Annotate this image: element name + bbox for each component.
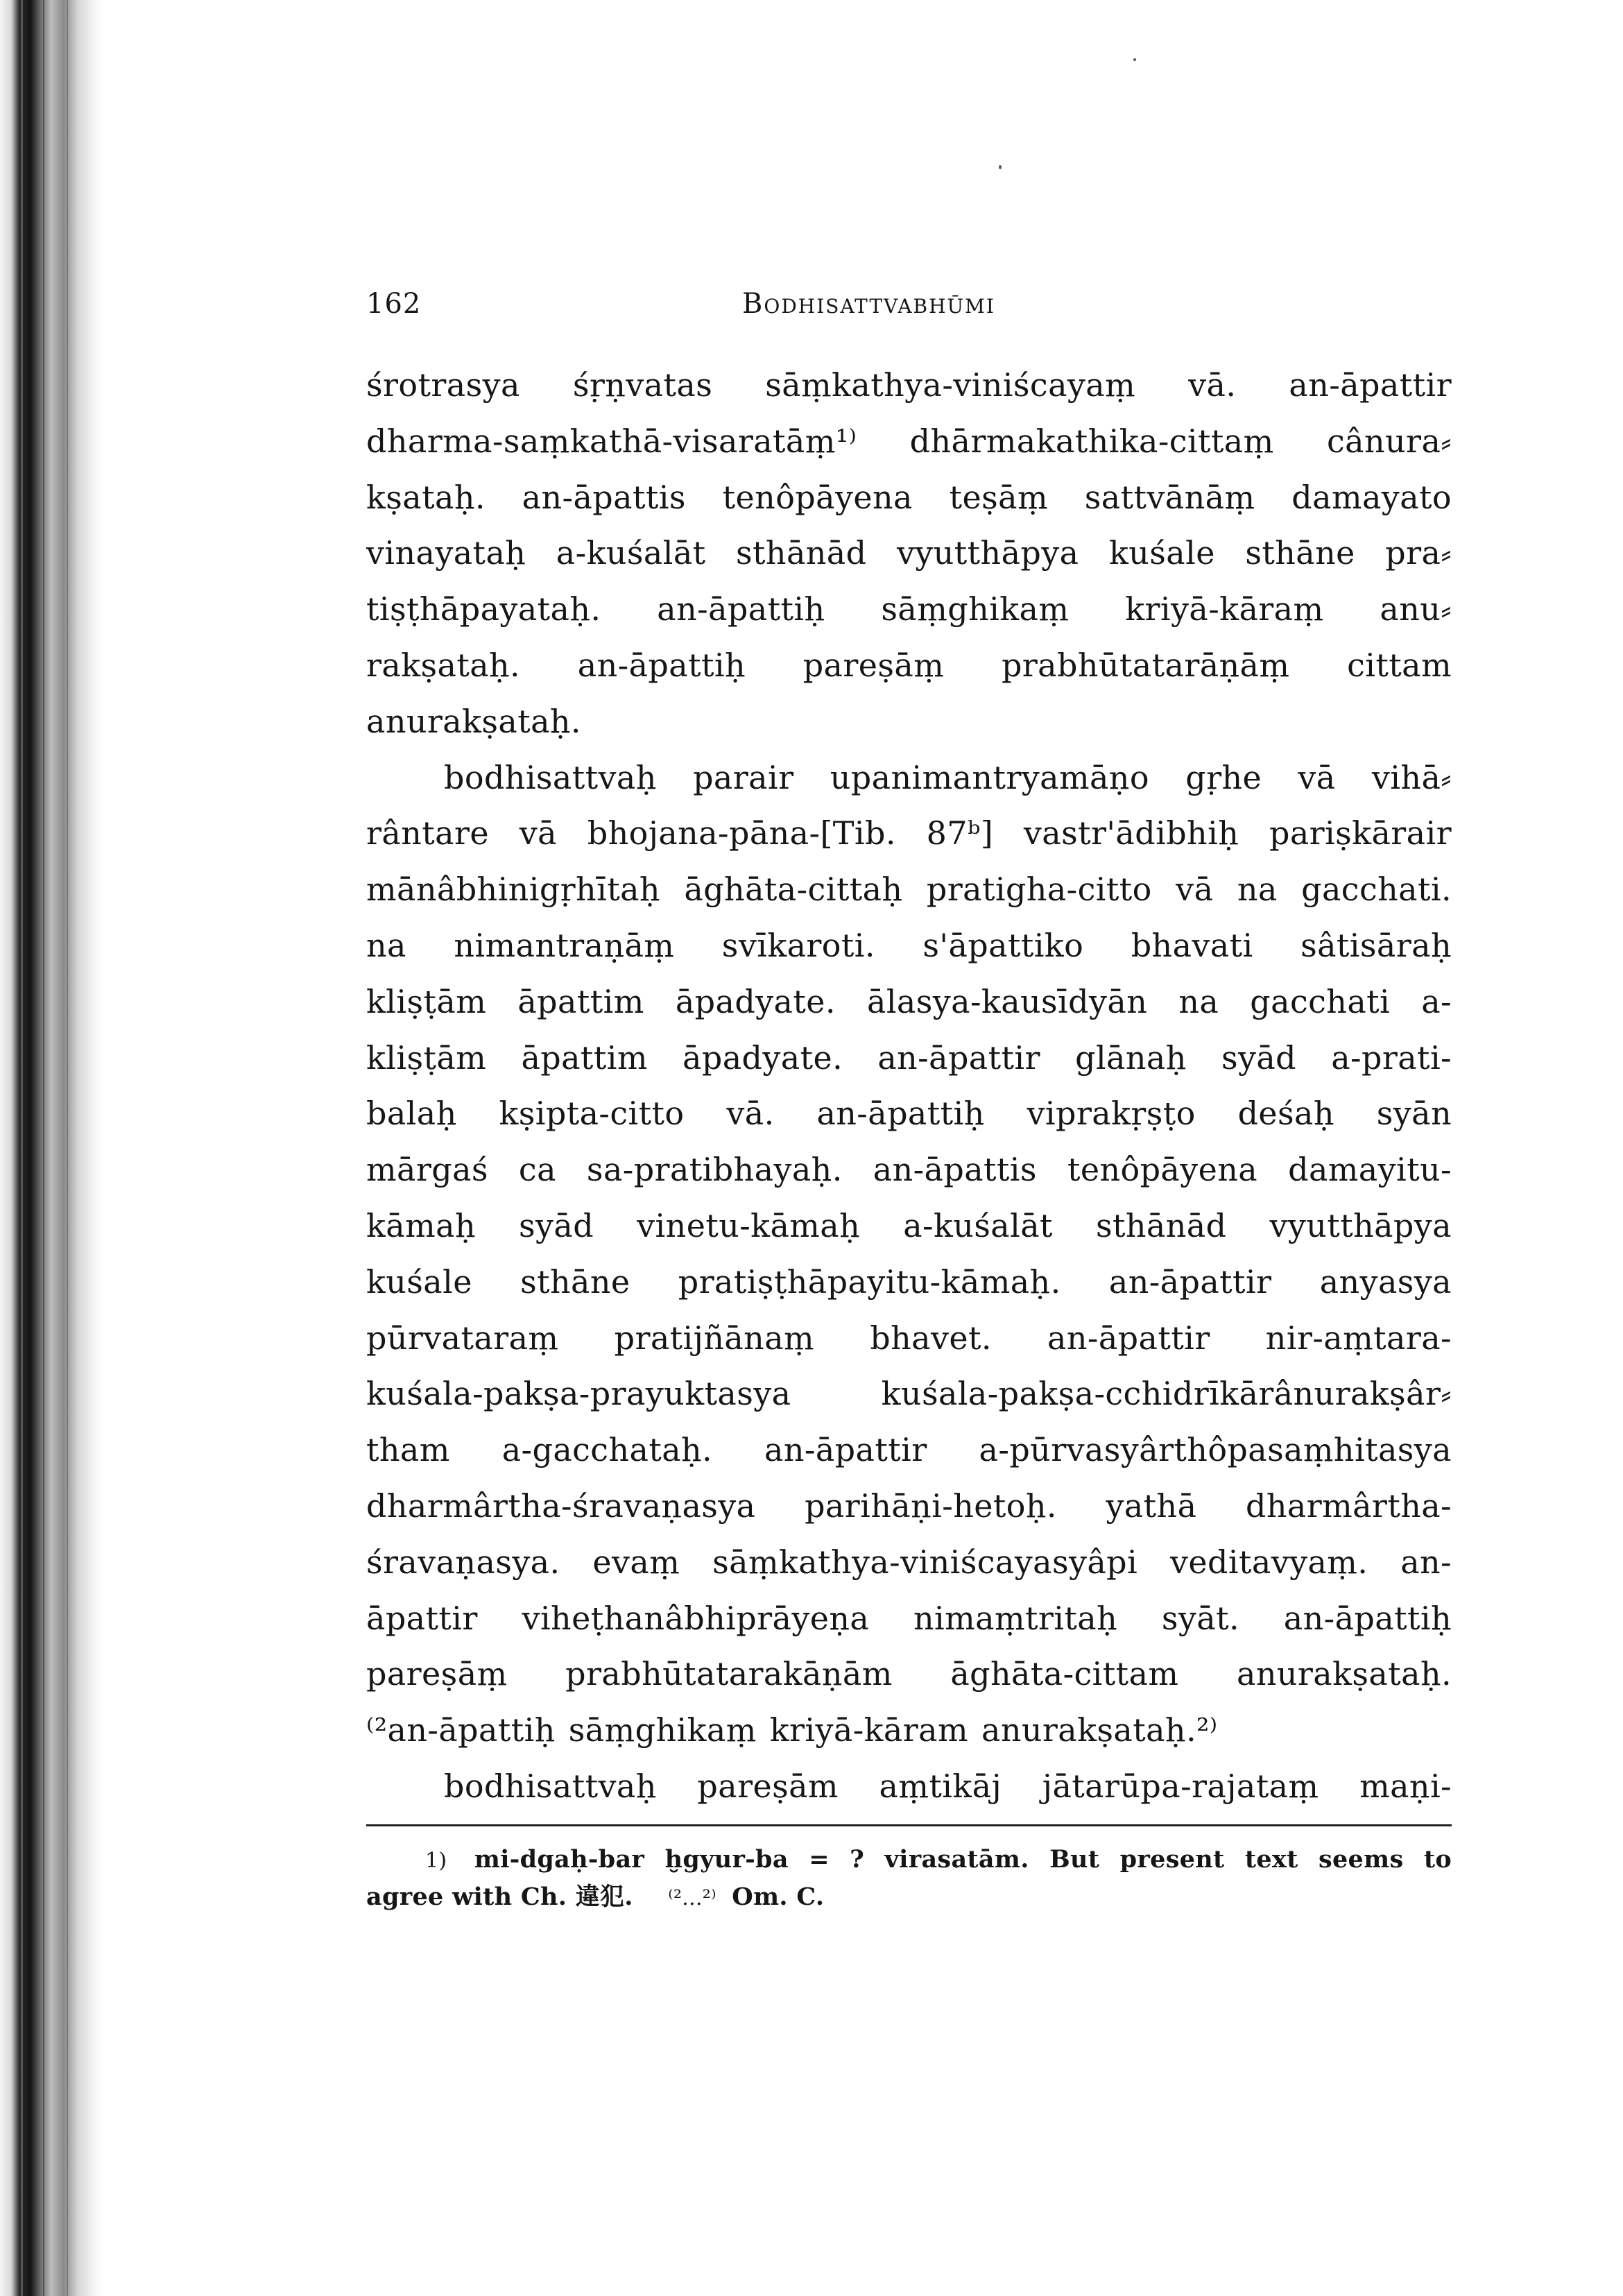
footnote-text: agree with Ch. 違犯. xyxy=(366,1883,633,1911)
text-line: kuśala-pakṣa-prayuktasya kuśala-pakṣa-cchidrīkārânurakṣâr⸗ xyxy=(366,1375,1452,1413)
text-line: anurakṣataḥ. xyxy=(366,702,581,740)
text-line: rakṣataḥ. an-āpattiḥ pareṣāṃ prabhūtatarāṇāṃ cittam xyxy=(366,646,1452,684)
text-line: dharmârtha-śravaṇasya parihāṇi-hetoḥ. yathā dharmârtha- xyxy=(366,1487,1452,1525)
text-line: śrotrasya śṛṇvatas sāṃkathya-viniścayaṃ vā. an-āpattir xyxy=(366,366,1452,404)
text-line: kuśale sthāne pratiṣṭhāpayitu-kāmaḥ. an-āpattir anyasya xyxy=(366,1262,1452,1301)
text-line: kṣataḥ. an-āpattis tenôpāyena teṣāṃ sattvānāṃ damayato xyxy=(366,478,1452,516)
footnote-text: Om. C. xyxy=(732,1883,825,1911)
binding-crease xyxy=(21,0,23,2296)
body-text xyxy=(366,357,1452,1815)
text-line: rântare vā bhojana-pāna-[Tib. 87ᵇ] vastr'ādibhiḥ pariṣkārair xyxy=(366,814,1452,853)
text-line: na nimantraṇāṃ svīkaroti. s'āpattiko bhavati sâtisāraḥ xyxy=(366,926,1452,964)
text-line: kliṣṭām āpattim āpadyate. ālasya-kausīdyān na gacchati a- xyxy=(366,982,1452,1020)
text-line: kāmaḥ syād vinetu-kāmaḥ a-kuśalāt sthānād vyutthāpya xyxy=(366,1206,1452,1244)
running-head: Bodhisattvabhūmi xyxy=(742,288,995,320)
footnote-marker: ⁽²...²⁾ xyxy=(668,1886,716,1910)
scan-speck xyxy=(999,165,1002,169)
footnote-marker: 1) xyxy=(425,1849,447,1873)
book-binding-edge xyxy=(0,0,104,2296)
text-line: mānâbhinigṛhītaḥ āghāta-cittaḥ pratigha-citto vā na gacchati. xyxy=(366,871,1452,909)
text-line: balaḥ kṣipta-citto vā. an-āpattiḥ viprakṛṣṭo deśaḥ syān xyxy=(366,1095,1452,1133)
footnote-1-continuation xyxy=(366,1878,1452,1916)
page-header xyxy=(366,288,1448,329)
text-line: tiṣṭhāpayataḥ. an-āpattiḥ sāṃghikaṃ kriyā-kāraṃ anu⸗ xyxy=(366,590,1452,628)
text-line: vinayataḥ a-kuśalāt sthānād vyutthāpya kuśale sthāne pra⸗ xyxy=(366,534,1452,572)
footnote-1 xyxy=(366,1841,1452,1878)
text-line: kliṣṭām āpattim āpadyate. an-āpattir glānaḥ syād a-prati- xyxy=(366,1038,1452,1077)
text-line: śravaṇasya. evaṃ sāṃkathya-viniścayasyâpi veditavyaṃ. an- xyxy=(366,1543,1452,1581)
text-line: tham a-gacchataḥ. an-āpattir a-pūrvasyârthôpasaṃhitasya xyxy=(366,1431,1452,1469)
binding-crease xyxy=(43,0,44,2296)
paragraph-start-line: bodhisattvaḥ pareṣām aṃtikāj jātarūpa-rajataṃ maṇi- xyxy=(444,1767,1452,1805)
footnote-rule xyxy=(366,1824,1452,1826)
text-line: mārgaś ca sa-pratibhayaḥ. an-āpattis tenôpāyena damayitu- xyxy=(366,1151,1452,1189)
footnotes xyxy=(366,1841,1452,1916)
page-number: 162 xyxy=(366,288,422,320)
paragraph-start-line: bodhisattvaḥ parair upanimantryamāṇo gṛhe vā vihā⸗ xyxy=(444,758,1452,796)
footnote-text: mi-dgaḥ-bar ḫgyur-ba = ? virasatām. But present text seems to xyxy=(474,1845,1452,1874)
scan-speck xyxy=(1133,58,1136,61)
text-line: ⁽²an-āpattiḥ sāṃghikaṃ kriyā-kāram anurakṣataḥ.²⁾ xyxy=(366,1711,1218,1749)
text-line: pareṣāṃ prabhūtatarakāṇām āghāta-cittam anurakṣataḥ. xyxy=(366,1655,1452,1693)
text-line: dharma-saṃkathā-visaratāṃ¹⁾ dhārmakathika-cittaṃ cânura⸗ xyxy=(366,422,1452,460)
text-line: āpattir viheṭhanâbhiprāyeṇa nimaṃtritaḥ syāt. an-āpattiḥ xyxy=(366,1599,1452,1637)
text-line: pūrvataraṃ pratijñānaṃ bhavet. an-āpattir nir-aṃtara- xyxy=(366,1319,1452,1357)
binding-crease xyxy=(67,0,68,2296)
